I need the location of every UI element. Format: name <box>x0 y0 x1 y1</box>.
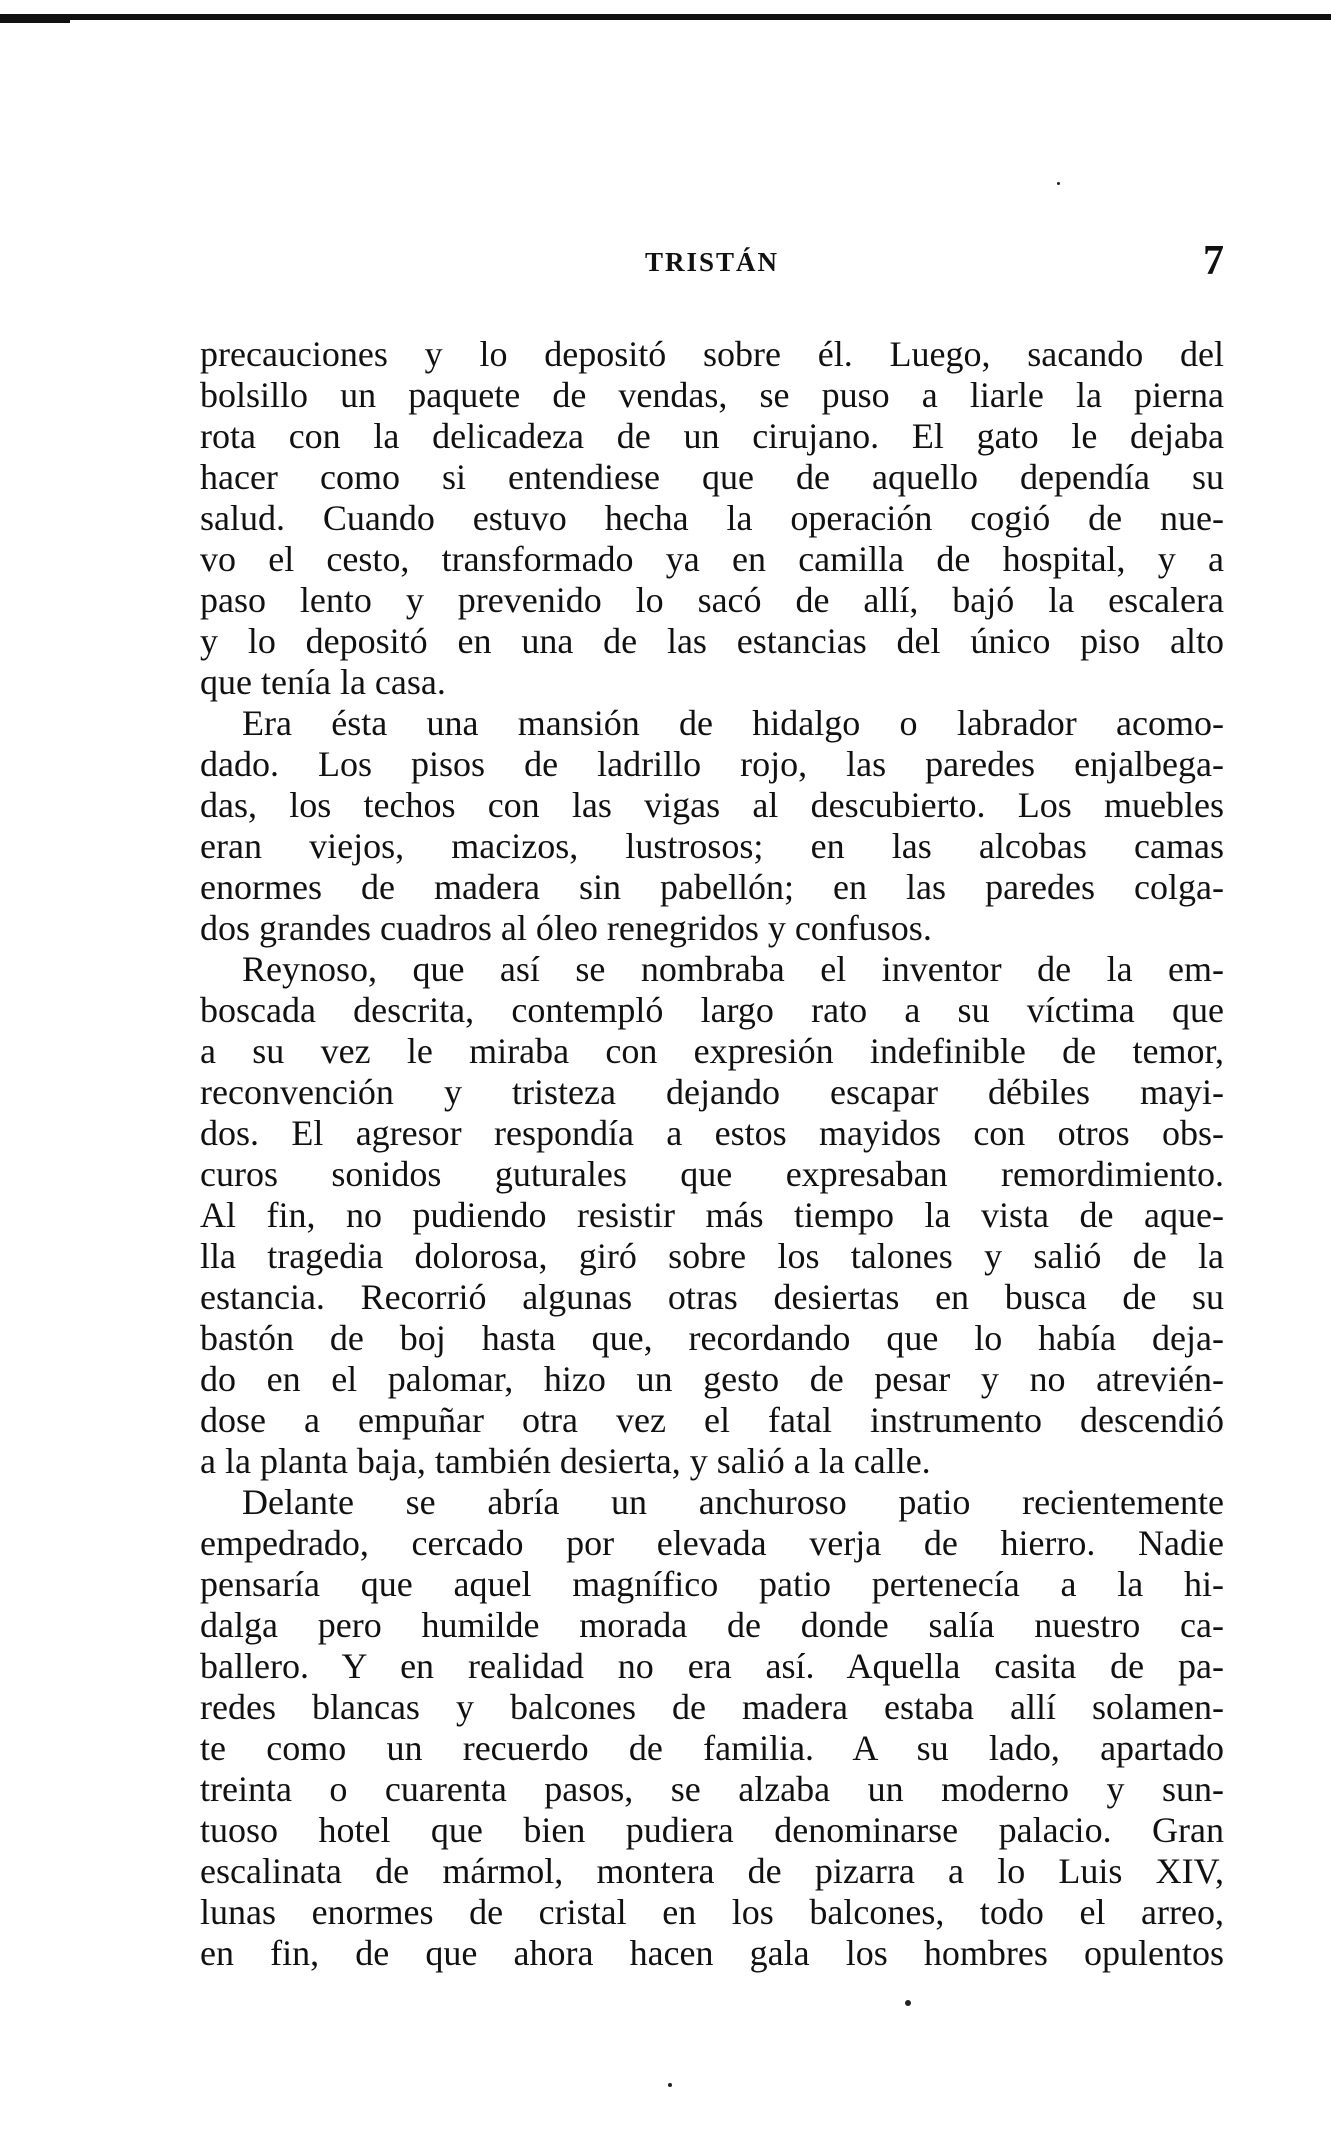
page-number: 7 <box>1203 238 1224 284</box>
text-line: dos grandes cuadros al óleo renegridos y confusos. <box>200 908 932 948</box>
text-line: escalinata de mármol, montera de pizarra a lo Luis XIV, <box>200 1851 1224 1891</box>
text-line: empedrado, cercado por elevada verja de hierro. Nadie <box>200 1523 1224 1563</box>
text-line: curos sonidos guturales que expresaban remordimiento. <box>200 1154 1224 1194</box>
text-line: bolsillo un paquete de vendas, se puso a liarle la pierna <box>200 375 1224 415</box>
text-line: a la planta baja, también desierta, y salió a la calle. <box>200 1441 931 1481</box>
text-line: salud. Cuando estuvo hecha la operación cogió de nue- <box>200 498 1224 538</box>
text-line: y lo depositó en una de las estancias del único piso alto <box>200 621 1224 661</box>
text-line: dalga pero humilde morada de donde salía nuestro ca- <box>200 1605 1224 1645</box>
text-line: dos. El agresor respondía a estos mayidos con otros obs- <box>200 1113 1224 1153</box>
running-title: TRISTÁN <box>644 247 780 277</box>
running-head <box>200 238 1224 289</box>
text-line: vo el cesto, transformado ya en camilla de hospital, y a <box>200 539 1224 579</box>
body-text <box>200 334 1224 1974</box>
text-line: lunas enormes de cristal en los balcones, todo el arreo, <box>200 1892 1224 1932</box>
text-line: Delante se abría un anchuroso patio recientemente <box>242 1482 1224 1522</box>
text-line: bastón de boj hasta que, recordando que lo había deja- <box>200 1318 1224 1358</box>
text-line: paso lento y prevenido lo sacó de allí, bajó la escalera <box>200 580 1224 620</box>
text-line: enormes de madera sin pabellón; en las paredes colga- <box>200 867 1224 907</box>
text-line: eran viejos, macizos, lustrosos; en las alcobas camas <box>200 826 1224 866</box>
text-line: dado. Los pisos de ladrillo rojo, las paredes enjalbega- <box>200 744 1224 784</box>
text-line: treinta o cuarenta pasos, se alzaba un moderno y sun- <box>200 1769 1224 1809</box>
text-line: do en el palomar, hizo un gesto de pesar y no atrevién- <box>200 1359 1224 1399</box>
text-line: que tenía la casa. <box>200 662 446 702</box>
text-line: Era ésta una mansión de hidalgo o labrador acomo- <box>242 703 1224 743</box>
text-line: te como un recuerdo de familia. A su lado, apartado <box>200 1728 1224 1768</box>
text-line: redes blancas y balcones de madera estaba allí solamen- <box>200 1687 1224 1727</box>
text-line: tuoso hotel que bien pudiera denominarse palacio. Gran <box>200 1810 1224 1850</box>
text-line: hacer como si entendiese que de aquello dependía su <box>200 457 1224 497</box>
top-rule <box>0 14 1331 20</box>
text-line: Reynoso, que así se nombraba el inventor de la em- <box>242 949 1224 989</box>
ink-speck <box>668 2083 672 2087</box>
text-line: boscada descrita, contempló largo rato a su víctima que <box>200 990 1224 1030</box>
text-line: a su vez le miraba con expresión indefinible de temor, <box>200 1031 1224 1071</box>
text-line: lla tragedia dolorosa, giró sobre los talones y salió de la <box>200 1236 1224 1276</box>
ink-speck <box>1057 182 1060 185</box>
text-line: pensaría que aquel magnífico patio pertenecía a la hi- <box>200 1564 1224 1604</box>
text-line: reconvención y tristeza dejando escapar débiles mayi- <box>200 1072 1224 1112</box>
ink-speck <box>905 2000 911 2006</box>
text-line: rota con la delicadeza de un cirujano. El gato le dejaba <box>200 416 1224 456</box>
text-line: dose a empuñar otra vez el fatal instrumento descendió <box>200 1400 1224 1440</box>
text-line: Al fin, no pudiendo resistir más tiempo la vista de aque- <box>200 1195 1224 1235</box>
text-line: ballero. Y en realidad no era así. Aquella casita de pa- <box>200 1646 1224 1686</box>
text-line: estancia. Recorrió algunas otras desiertas en busca de su <box>200 1277 1224 1317</box>
text-line: en fin, de que ahora hacen gala los hombres opulentos <box>200 1933 1224 1973</box>
text-line: das, los techos con las vigas al descubierto. Los muebles <box>200 785 1224 825</box>
text-line: precauciones y lo depositó sobre él. Luego, sacando del <box>200 334 1224 374</box>
